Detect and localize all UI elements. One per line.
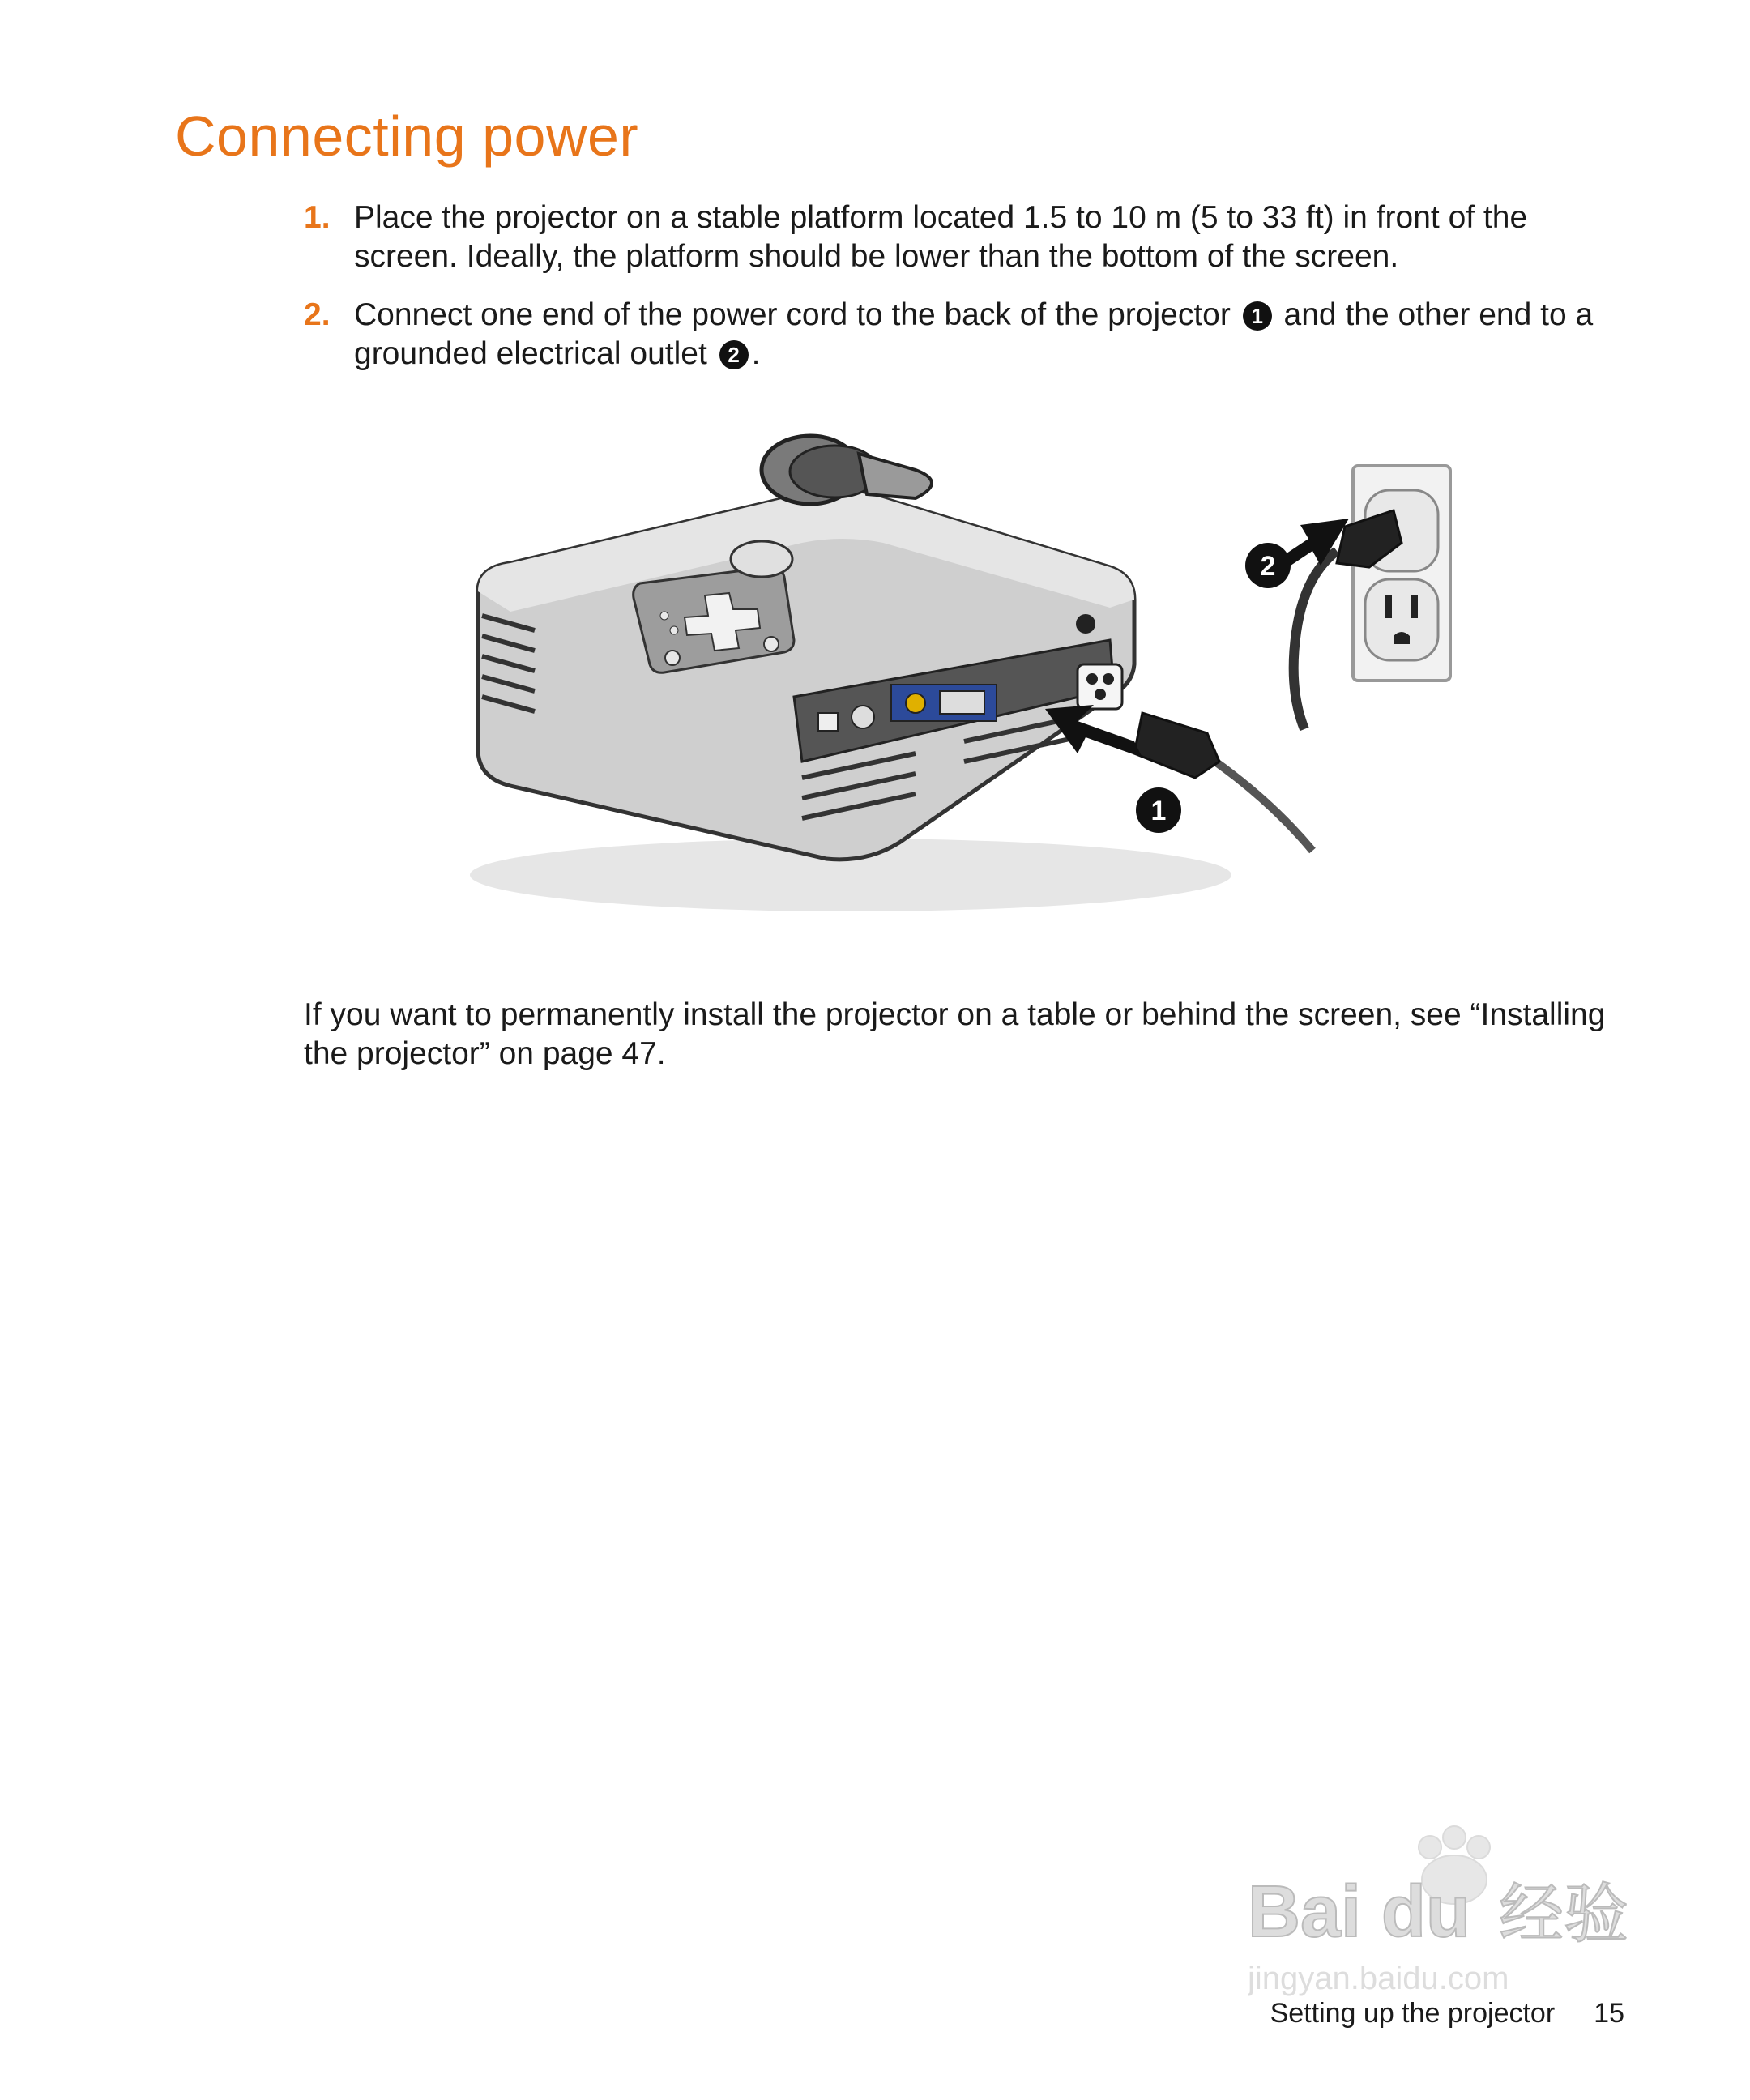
page-title: Connecting power (175, 105, 639, 168)
wall-outlet-icon (1353, 466, 1450, 681)
projector-icon (478, 436, 1134, 860)
step-number: 1. (304, 200, 331, 235)
page-number: 15 (1594, 1998, 1624, 2029)
step-text: Place the projector on a stable platform located 1.5 to 10 m (5 to 33 ft) in front of the screen. Ideally, the platform should be lower than the bottom of the screen. (354, 200, 1528, 274)
watermark-text: 经验 (1499, 1876, 1628, 1952)
step-2 (304, 296, 1633, 373)
callout-1-icon: 1 (1243, 301, 1272, 331)
watermark-brand: Bai du (1248, 1872, 1471, 1953)
step-number: 2. (304, 297, 331, 332)
footer-section: Setting up the projector (1270, 1998, 1556, 2029)
page-footer (1270, 1998, 1624, 2030)
callout-2-label: 2 (1260, 551, 1276, 582)
callout-2-icon: 2 (719, 340, 749, 369)
step-text-middle: and the other end to a grounded electrical outlet (354, 297, 1594, 371)
steps-list (304, 198, 1633, 393)
callout-1-label: 1 (1150, 796, 1167, 826)
watermark-url: jingyan.baidu.com (1248, 1961, 1509, 1996)
baidu-watermark-logo (1248, 1815, 1669, 2009)
step-1 (304, 198, 1633, 276)
install-note-paragraph: If you want to permanently install the projector on a table or behind the screen, see “Installing the projector” on page 47. (304, 997, 1606, 1071)
step-text-after: . (751, 336, 761, 371)
projector-illustration (462, 421, 1466, 924)
step-text-before: Connect one end of the power cord to the back of the projector (354, 297, 1231, 332)
